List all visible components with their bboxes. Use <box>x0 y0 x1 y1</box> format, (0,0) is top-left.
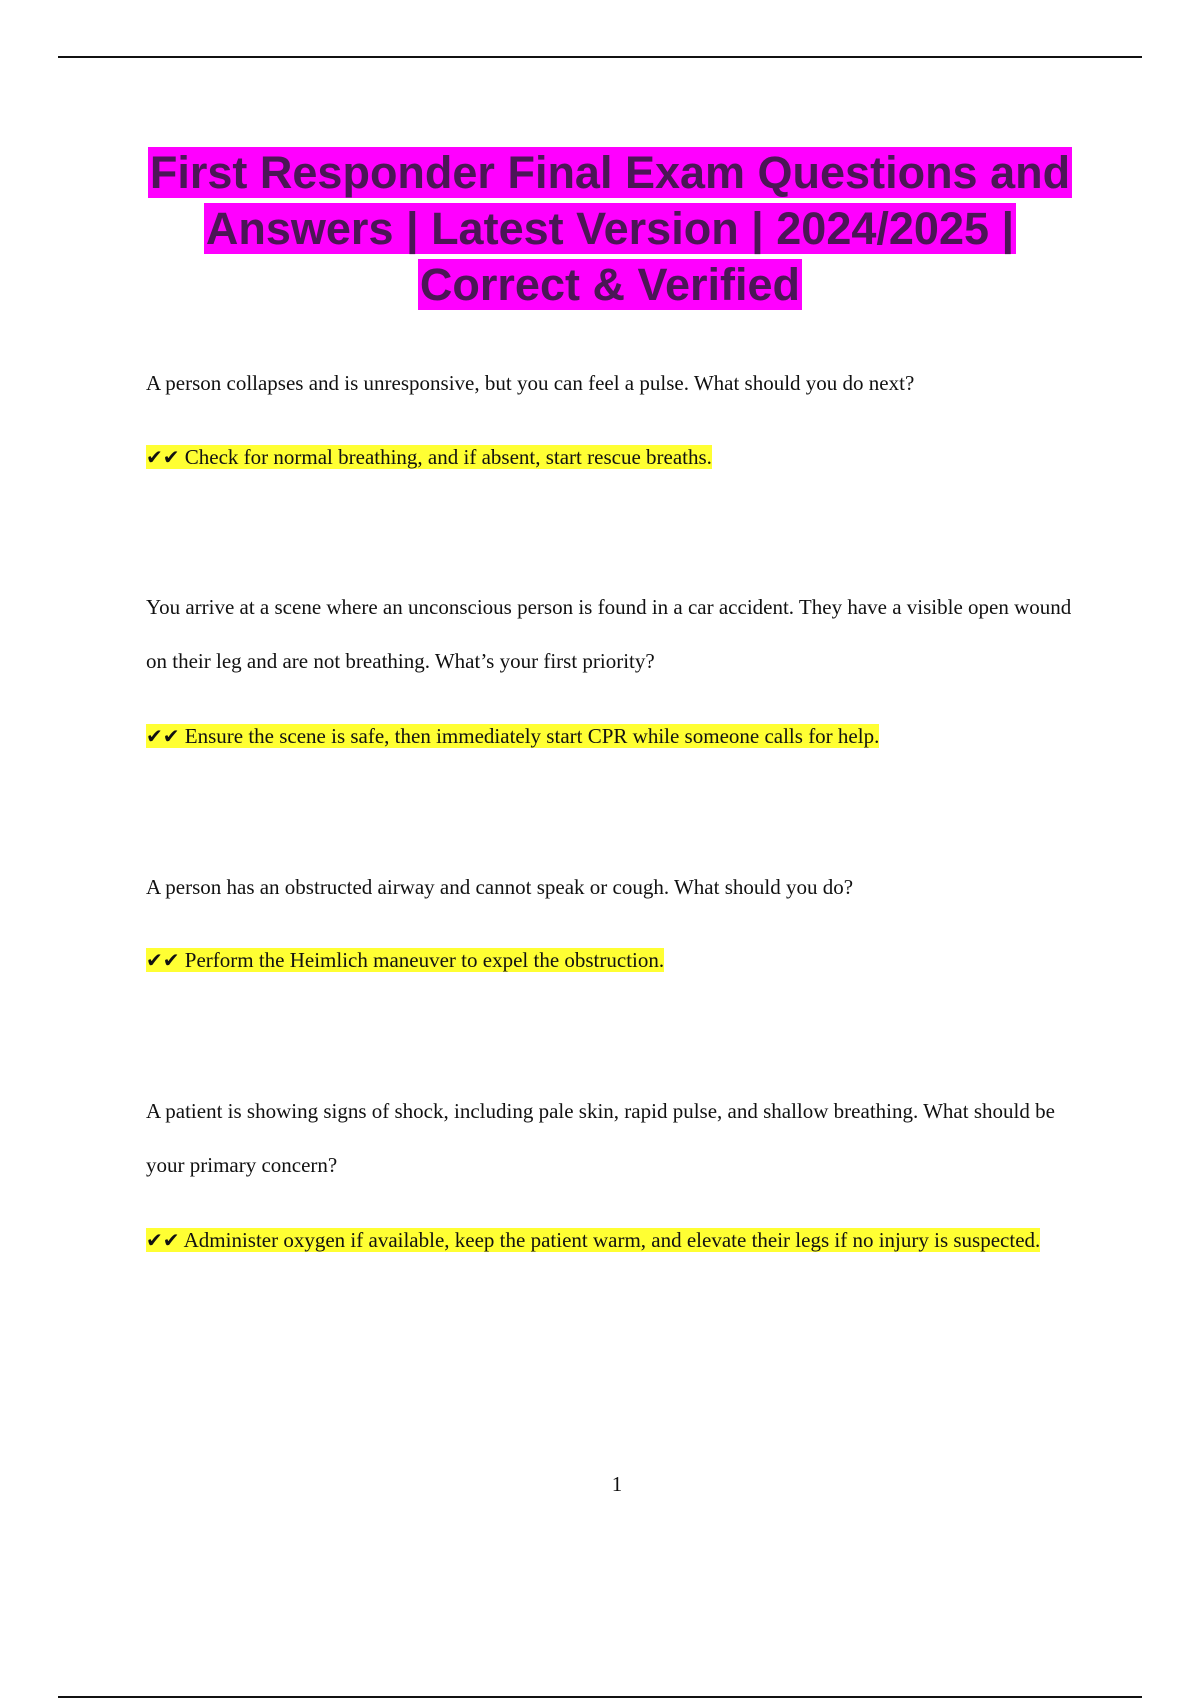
document-title <box>140 145 1080 313</box>
answer-highlight <box>146 445 712 469</box>
footer-rule <box>58 1696 1142 1698</box>
double-check-icon: ✔✔ <box>146 1228 180 1252</box>
answer-text: Check for normal breathing, and if absent, start rescue breaths. <box>184 445 712 469</box>
question-3: A person has an obstructed airway and cannot speak or cough. What should you do? <box>146 875 854 899</box>
answer-highlight <box>146 948 664 972</box>
question-4: A patient is showing signs of shock, including pale skin, rapid pulse, and shallow breathing. What should be your primary concern? <box>146 1099 1055 1177</box>
answer-4 <box>146 1210 1076 1270</box>
title-highlight: First Responder Final Exam Questions and Answers | Latest Version | 2024/2025 | Correct & Verified <box>149 147 1071 310</box>
answer-3 <box>146 930 1076 990</box>
answer-highlight <box>146 724 879 748</box>
header-rule <box>58 56 1142 58</box>
answer-1 <box>146 427 1076 487</box>
page-number: 1 <box>611 1472 623 1496</box>
answer-text: Ensure the scene is safe, then immediately start CPR while someone calls for help. <box>184 724 880 748</box>
double-check-icon: ✔✔ <box>146 948 180 972</box>
answer-2 <box>146 706 1076 766</box>
double-check-icon: ✔✔ <box>146 445 180 469</box>
answer-text: Administer oxygen if available, keep the patient warm, and elevate their legs if no injury is suspected. <box>183 1228 1041 1252</box>
answer-highlight <box>146 1228 1040 1252</box>
answer-text: Perform the Heimlich maneuver to expel the obstruction. <box>184 948 665 972</box>
double-check-icon: ✔✔ <box>146 724 180 748</box>
question-2: You arrive at a scene where an unconscious person is found in a car accident. They have a visible open wound on their leg and are not breathing. What’s your first priority? <box>146 595 1072 673</box>
question-1: A person collapses and is unresponsive, but you can feel a pulse. What should you do next? <box>146 371 915 395</box>
